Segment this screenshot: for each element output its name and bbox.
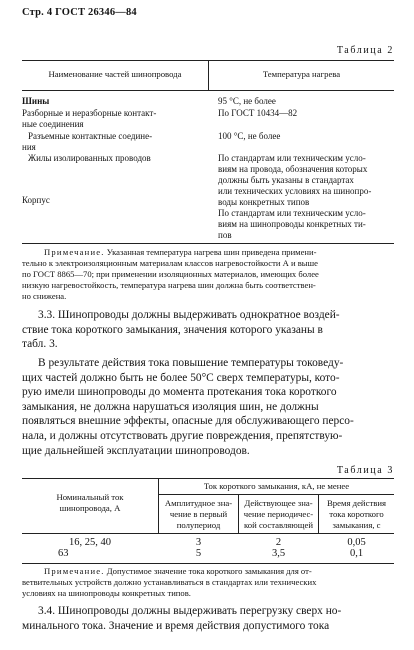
para-line: появляться внешние эффекты, опасные для обслуживающего персо-: [22, 415, 354, 428]
table2-temp: или технических условиях на шинопро-: [218, 186, 372, 196]
table3-cell-eff: 3,5: [271, 548, 286, 559]
table2-temp: По стандартам или техническим усло-: [218, 208, 366, 218]
table3-header-rule: [22, 533, 394, 534]
para-line: минального тока. Значение и время действия допустимого тока: [22, 619, 330, 632]
table3-group-rule: [158, 494, 394, 495]
para-line: табл. 3.: [22, 338, 58, 351]
table2-temp: пов: [218, 230, 232, 240]
header-line: Номинальный ток: [56, 492, 124, 502]
page-header: Стр. 4 ГОСТ 26346—84: [22, 7, 137, 18]
paragraph-result: [22, 356, 394, 458]
note1-line: тельно к электроизоляционным материалам классов нагревостойкости А и выше: [22, 258, 318, 268]
note2-line: Допустимое значение тока короткого замыкания для от-: [106, 566, 312, 576]
note1-line: но снижена.: [22, 291, 67, 301]
table3-header-amp: [159, 498, 238, 531]
table2-header-rule: [22, 90, 394, 91]
table2-temp: воды конкретных типов: [218, 197, 310, 207]
table3-header-current: [22, 492, 158, 514]
para-line: 3.3. Шинопроводы должны выдерживать однократное воздей-: [38, 309, 340, 321]
table3-caption: Таблица 3: [336, 465, 394, 476]
table2-part: ные соединения: [22, 119, 84, 129]
table2-temp: должны быть указаны в стандартах: [218, 175, 354, 185]
table3-cell-time: 0,05: [347, 537, 366, 548]
table2-temp: По ГОСТ 10434—82: [218, 108, 298, 118]
table3-cell-amp: 3: [195, 537, 202, 548]
para-line: ствие тока короткого замыкания, значения которого указаны в: [22, 323, 323, 336]
table2-temp: 95 °С, не более: [218, 96, 276, 106]
table3-cell-time: 0,1: [349, 548, 364, 559]
note1: [22, 247, 394, 302]
note1-line: Указанная температура нагрева шин приведена примени-: [106, 247, 317, 257]
note1-label: Примечание.: [44, 247, 105, 257]
table2-temp: виям на провода, обозначения которых: [218, 164, 368, 174]
table2-temp: 100 °С, не более: [218, 131, 281, 141]
note2-line: ветвительных устройств должно устанавливаться в стандартах или технических: [22, 577, 317, 587]
table2-part: Разборные и неразборные контакт-: [22, 108, 157, 118]
header-line: кой составляющей: [244, 520, 313, 530]
note1-line: низкую нагревостойкость, температура нагрева шин должна быть соответствен-: [22, 280, 316, 290]
table2-temp: виям на шинопроводы конкретных ти-: [218, 219, 366, 229]
note2-label: Примечание.: [44, 566, 105, 576]
note1-line: по ГОСТ 8865—70; при применении изоляционных материалов, имеющих более: [22, 269, 319, 279]
table3-top-rule: [22, 478, 394, 479]
para-line: рую имели шинопроводы до момента протекания тока короткого: [22, 386, 337, 399]
table2-part: Жилы изолированных проводов: [28, 153, 151, 163]
header-line: Амплитудное зна-: [164, 498, 233, 508]
paragraph-3-4: [22, 604, 394, 633]
para-line: замыкания, не должна нарушаться изоляция шин, не должны: [22, 400, 319, 413]
table3-cell-current: 16, 25, 40: [69, 537, 111, 548]
table2-caption: Таблица 2: [336, 45, 394, 56]
table2-bottom-rule: [22, 243, 394, 244]
note2-line: условиях на шинопроводы конкретных типов.: [22, 588, 191, 598]
header-line: тока короткого: [329, 509, 384, 519]
note2: [22, 566, 394, 599]
table2-header-temp: Температура нагрева: [262, 69, 341, 79]
para-line: 3.4. Шинопроводы должны выдерживать перегрузку сверх но-: [38, 605, 342, 617]
para-line: В результате действия тока повышение температуры токоведу-: [38, 357, 344, 369]
table3-bottom-rule: [22, 563, 394, 564]
table2-part: Разъемные контактные соедине-: [28, 131, 153, 141]
table2-part: ния: [22, 142, 36, 152]
header-line: полупериод: [176, 520, 221, 530]
para-line: нала, и должны отсутствовать другие повреждения, препятствую-: [22, 429, 343, 442]
table3-header-time: [319, 498, 394, 531]
table2-temp: По стандартам или техническим усло-: [218, 153, 366, 163]
header-line: чение периодичес-: [243, 509, 314, 519]
para-line: щих частей должно быть не более 50°С сверх температуры, кото-: [22, 371, 340, 384]
header-line: Действующее зна-: [244, 498, 313, 508]
table2-part: Шины: [22, 96, 50, 106]
paragraph-3-3: [22, 308, 394, 352]
header-line: шинопровода, А: [59, 503, 121, 513]
table3-header-eff: [239, 498, 318, 531]
para-line: щие дальнейшей эксплуатации шинопроводов.: [22, 444, 250, 457]
table2-part: Корпус: [22, 195, 50, 205]
table3-group-header: Ток короткого замыкания, кА, не менее: [203, 481, 350, 491]
table3-cell-amp: 5: [195, 548, 202, 559]
header-line: замыкания, с: [332, 520, 381, 530]
header-line: Время действия: [327, 498, 386, 508]
table3-cell-current: 63: [58, 548, 69, 559]
header-line: чение в первый: [169, 509, 228, 519]
table3-cell-eff: 2: [275, 537, 282, 548]
table2-header-part: Наименование частей шинопровода: [48, 69, 182, 79]
